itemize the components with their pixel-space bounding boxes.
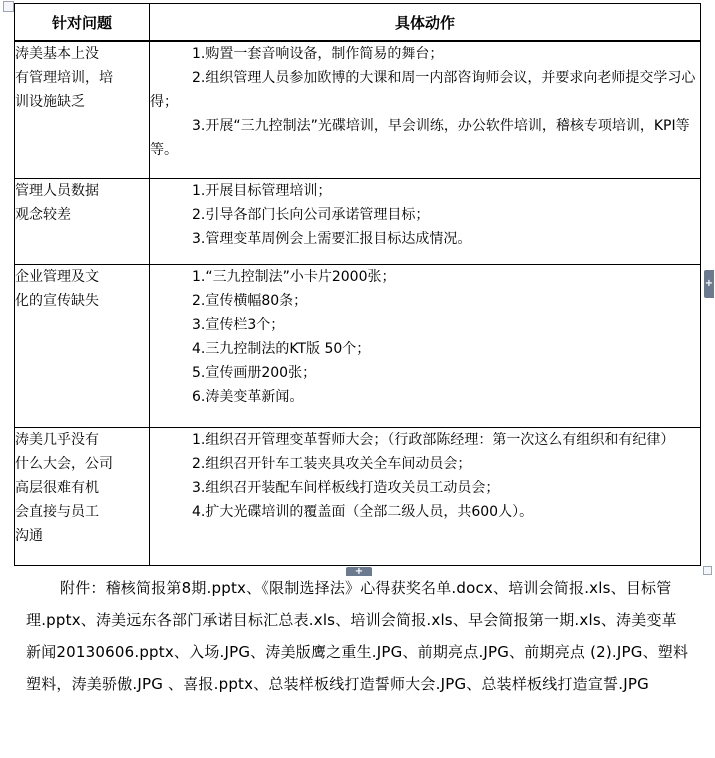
table-header-row: [15, 4, 701, 42]
action-item: 1.购置一套音响设备，制作简易的舞台；: [192, 46, 444, 62]
issue-line: 沟通: [15, 527, 43, 544]
issue-line: 高层很难有机: [15, 479, 99, 496]
issue-line: 有管理培训，培: [15, 70, 113, 86]
action-item: 3.管理变革周例会上需要汇报目标达成情况。: [192, 230, 472, 247]
table-row: [15, 264, 701, 427]
action-item: 6.涛美变革新闻。: [192, 388, 304, 405]
action-plan-table: [14, 3, 701, 566]
action-item: 1.开展目标管理培训；: [192, 182, 332, 199]
action-item: 2.组织召开针车工装夹具攻关全车间动员会；: [192, 455, 472, 472]
issue-line: 会直接与员工: [15, 503, 99, 520]
plus-icon: +: [704, 278, 714, 289]
plus-icon: +: [354, 566, 364, 577]
issue-line: 管理人员数据: [15, 182, 99, 199]
action-item: 5.宣传画册200张；: [192, 364, 317, 381]
action-item: 4.三九控制法的KT版 50个；: [192, 340, 371, 357]
action-item: 2.宣传横幅80条；: [192, 292, 308, 309]
issue-line: 什么大会，公司: [15, 455, 113, 472]
issue-line: 化的宣传缺失: [15, 292, 99, 309]
action-item: 3.宣传栏3个；: [192, 316, 285, 333]
action-cell: [150, 178, 701, 264]
insert-column-button[interactable]: [704, 270, 714, 298]
issue-line: 涛美基本上没: [15, 46, 99, 62]
issue-line: 企业管理及文: [15, 268, 99, 285]
action-item: 1.“三九控制法”小卡片2000张；: [192, 268, 396, 285]
table-resize-handle[interactable]: [703, 566, 712, 575]
issue-line: 观念较差: [15, 206, 71, 223]
table-move-handle[interactable]: [3, 1, 14, 12]
table-row: [15, 41, 701, 178]
action-item: 2.引导各部门长向公司承诺管理目标；: [192, 206, 430, 223]
issue-line: 涛美几乎没有: [15, 431, 99, 448]
issue-cell: [15, 427, 150, 565]
action-item: 1.组织召开管理变革誓师大会；（行政部陈经理：第一次这么有组织和有纪律）: [192, 431, 675, 448]
action-cell: [150, 264, 701, 427]
table-row: [15, 427, 701, 565]
issue-cell: [15, 41, 150, 178]
action-cell: [150, 41, 701, 178]
action-cell: [150, 427, 701, 565]
action-item: 4.扩大光碟培训的覆盖面（全部二级人员，共600人）。: [192, 503, 534, 520]
action-item: 2.组织管理人员参加欧博的大课和周一内部咨询师会议，并要求向老师提交学习心得；: [150, 70, 696, 110]
action-item: 3.组织召开装配车间样板线打造攻关员工动员会；: [192, 479, 500, 496]
header-issue: 针对问题: [15, 4, 150, 42]
issue-line: 训设施缺乏: [15, 94, 85, 110]
table-row: [15, 178, 701, 264]
action-item: 3.开展“三九控制法”光碟培训，早会训练，办公软件培训，稽核专项培训，KPI等等。: [150, 118, 690, 158]
header-action: 具体动作: [150, 4, 701, 42]
issue-cell: [15, 264, 150, 427]
attachments-paragraph: 附件：稽核简报第8期.pptx、《限制选择法》心得获奖名单.docx、培训会简报.xls、目标管理.pptx、涛美远东各部门承诺目标汇总表.xls、培训会简报.xls、早会简报第一期.xls、涛美变革新闻20130606.pptx、入场.JPG、涛美版鹰之重生.JPG、前期亮点.JPG、前期亮点 (2).JPG、塑料塑料，涛美骄傲.JPG 、喜报.pptx、总装样板线打造誓师大会.JPG、总装样板线打造宣誓.JPG: [26, 579, 689, 693]
issue-cell: [15, 178, 150, 264]
